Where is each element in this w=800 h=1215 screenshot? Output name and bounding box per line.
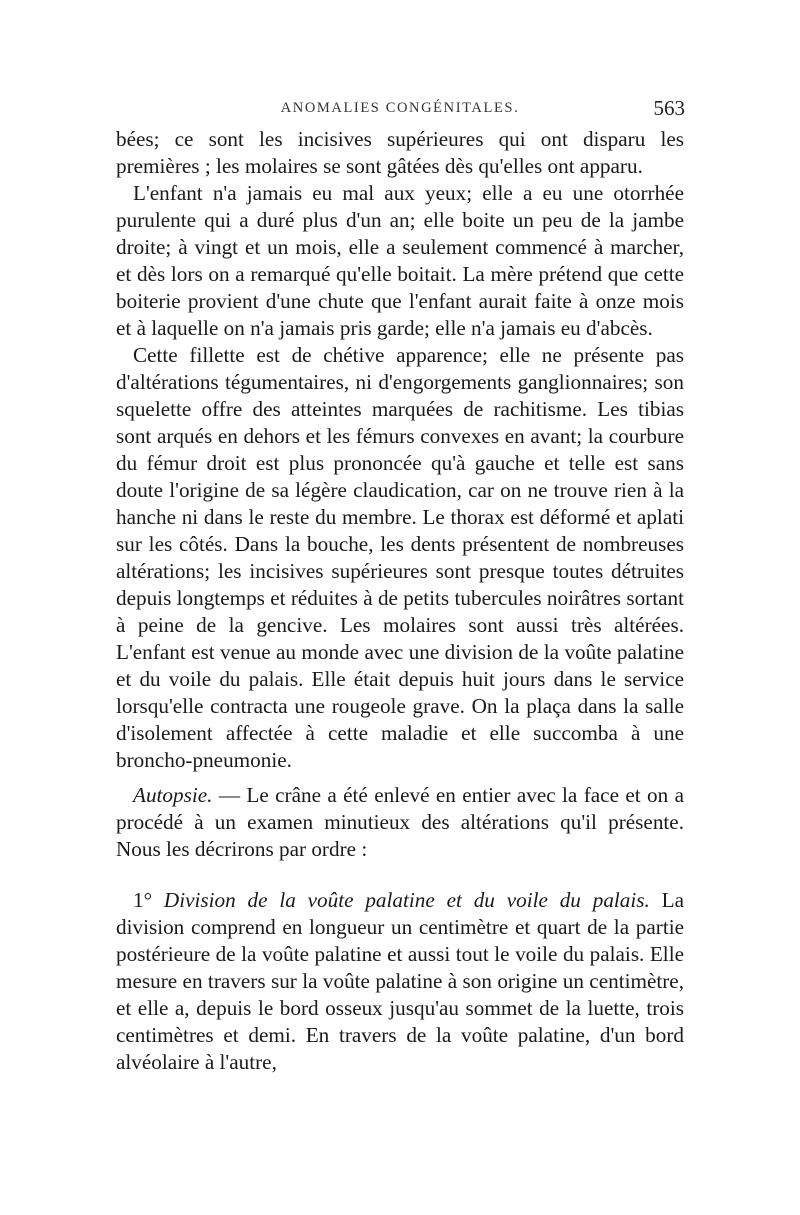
section-heading: Division de la voûte palatine et du voile du palais.: [163, 888, 650, 912]
running-head: [115, 96, 685, 126]
body-text: [116, 126, 684, 1076]
section-text: La division comprend en longueur un centimètre et quart de la partie postérieure de la voûte palatine et aussi tout le voile du palais. Elle mesure en travers sur la voûte palatine à son origine un centimètre, et elle a, depuis le bord osseux jusqu'au sommet de la luette, trois centimètres et demi. En travers de la voûte palatine, d'un bord alvéolaire à l'autre,: [116, 888, 684, 1074]
autopsy-text: — Le crâne a été enlevé en entier avec la face et on a procédé à un examen minutieux des altérations qu'il présente. Nous les décrirons par ordre :: [116, 783, 684, 861]
running-title: ANOMALIES CONGÉNITALES.: [280, 100, 520, 116]
paragraph-autopsy: [116, 782, 684, 863]
paragraph-continuation: bées; ce sont les incisives supérieures qui ont disparu les premières ; les molaires se sont gâtées dès qu'elles ont apparu.: [116, 127, 684, 178]
paragraph-section-1: [116, 887, 684, 1076]
section-number: 1°: [133, 888, 153, 912]
paragraph-history: L'enfant n'a jamais eu mal aux yeux; elle a eu une otorrhée purulente qui a duré plus d'un an; elle boite un peu de la jambe droite; à vingt et un mois, elle a seulement commencé à marcher, et dès lors on a remarqué qu'elle boitait. La mère prétend que cette boiterie provient d'une chute que l'enfant aurait faite à onze mois et à laquelle on n'a jamais pris garde; elle n'a jamais eu d'abcès.: [116, 181, 684, 340]
page-number: 563: [653, 96, 685, 120]
autopsy-label: Autopsie.: [133, 783, 213, 807]
paragraph-examination: Cette fillette est de chétive apparence; elle ne présente pas d'altérations tégumentaires, ni d'engorgements ganglionnaires; son squelette offre des atteintes marquées de rachitisme. Les tibias sont arqués en dehors et les fémurs convexes en avant; la courbure du fémur droit est plus prononcée qu'à gauche et telle est sans doute l'origine de sa légère claudication, car on ne trouve rien à la hanche ni dans le reste du membre. Le thorax est déformé et aplati sur les côtés. Dans la bouche, les dents présentent de nombreuses altérations; les incisives supérieures sont presque toutes détruites depuis longtemps et réduites à de petits tubercules noirâtres sortant à peine de la gencive. Les molaires sont aussi très altérées. L'enfant est venue au monde avec une division de la voûte palatine et du voile du palais. Elle était depuis huit jours dans le service lorsqu'elle contracta une rougeole grave. On la plaça dans la salle d'isolement affectée à cette maladie et elle succomba à une broncho-pneumonie.: [116, 343, 684, 772]
